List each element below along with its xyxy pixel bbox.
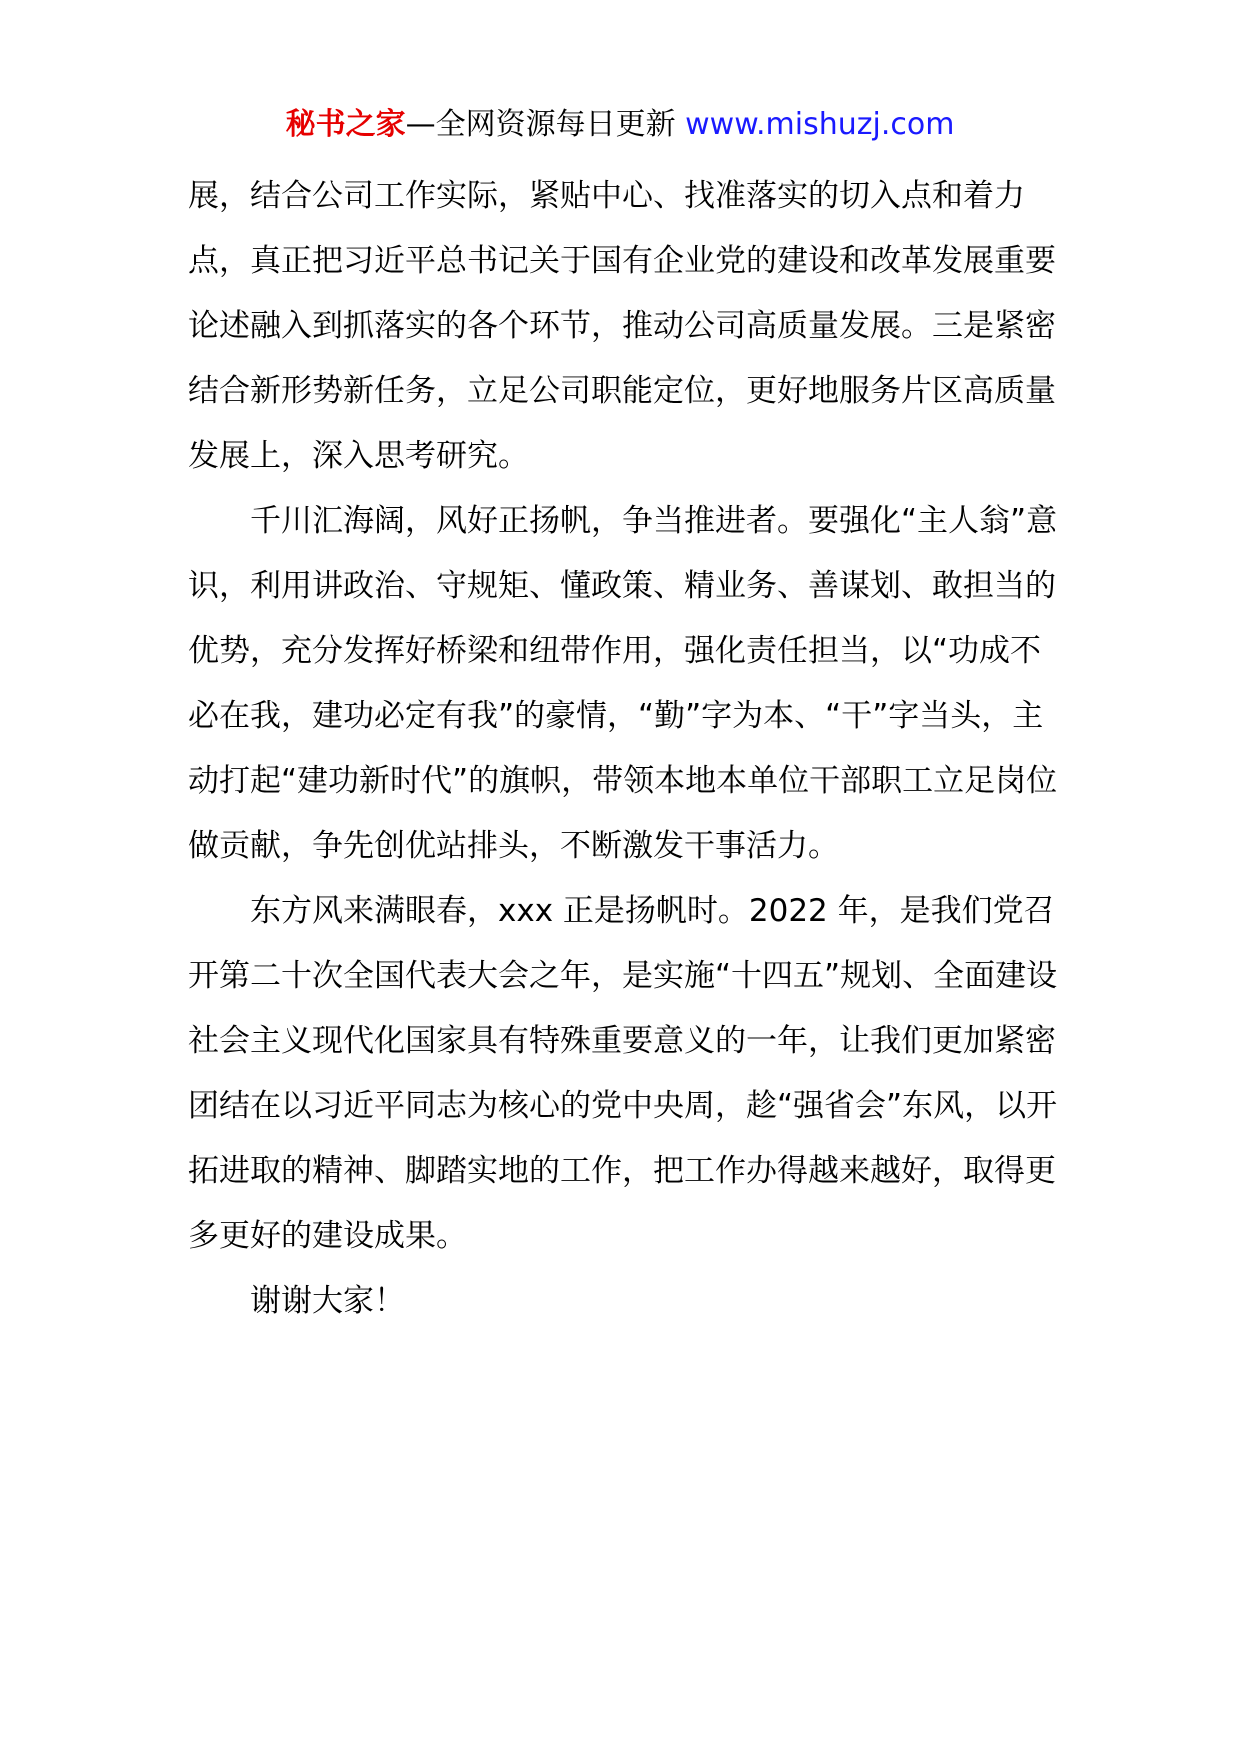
paragraph-1: 展，结合公司工作实际，紧贴中心、找准落实的切入点和着力点，真正把习近平总书记关于国有企业党的建设和改革发展重要论述融入到抓落实的各个环节，推动公司高质量发展。三是紧密结合新形势新任务，立足公司职能定位，更好地服务片区高质量发展上，深入思考研究。 [188,178,1056,474]
brand-name: 秘书之家 [285,107,406,142]
website-url[interactable]: www.mishuzj.com [685,107,955,142]
header-tagline: —全网资源每日更新 [405,107,686,142]
closing-remark: 谢谢大家！ [250,1283,405,1319]
paragraph-3: 东方风来满眼春，xxx 正是扬帆时。2022 年，是我们党召开第二十次全国代表大会之年，是实施“十四五”规划、全面建设社会主义现代化国家具有特殊重要意义的一年，让我们更加紧密团结在以习近平同志为核心的党中央周，趁“强省会”东风，以开拓进取的精神、脚踏实地的工作，把工作办得越来越好，取得更多更好的建设成果。 [188,893,1058,1254]
page-header [0,100,1240,150]
document-body [188,164,1068,1334]
paragraph-2: 千川汇海阔，风好正扬帆，争当推进者。要强化“主人翁”意识，利用讲政治、守规矩、懂政策、精业务、善谋划、敢担当的优势，充分发挥好桥梁和纽带作用，强化责任担当，以“功成不必在我，建功必定有我”的豪情，“勤”字为本、“干”字当头，主动打起“建功新时代”的旗帜，带领本地本单位干部职工立足岗位做贡献，争先创优站排头，不断激发干事活力。 [188,503,1058,864]
